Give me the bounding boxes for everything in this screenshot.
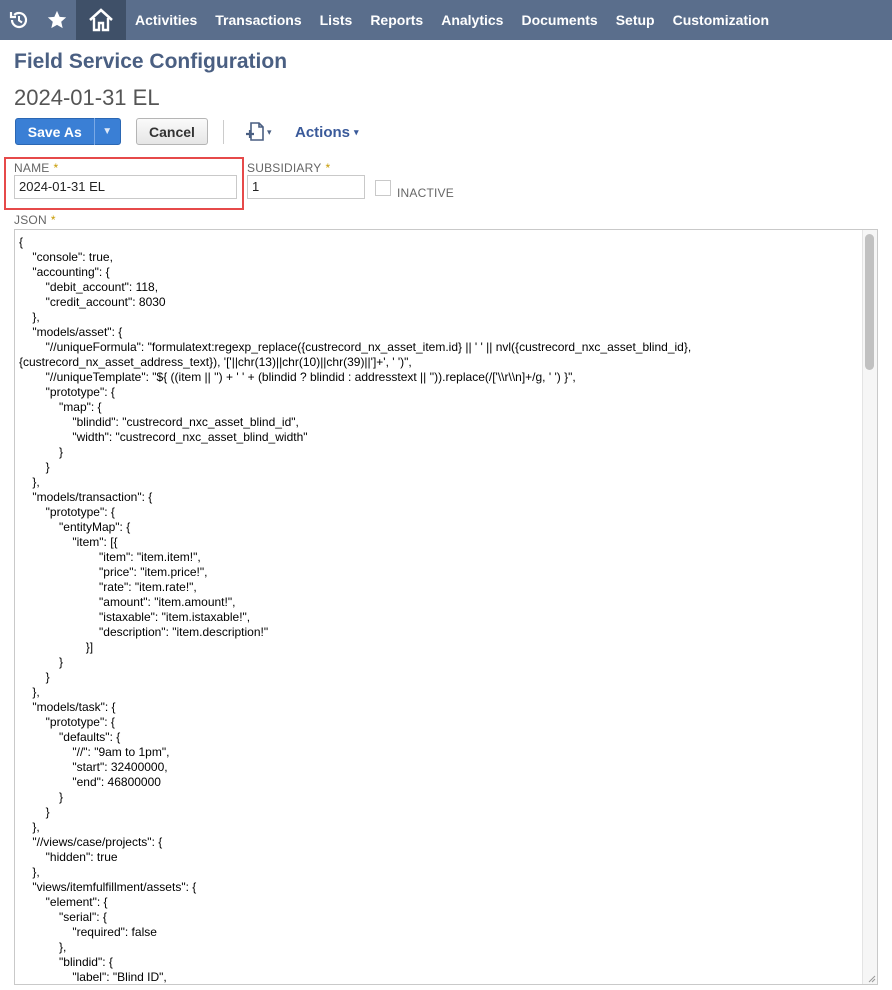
required-marker: *	[50, 213, 56, 227]
inactive-label: INACTIVE	[397, 186, 454, 200]
nav-documents[interactable]: Documents	[521, 12, 598, 28]
new-record-menu[interactable]	[245, 121, 272, 143]
chevron-down-icon: ▾	[267, 126, 272, 137]
subsidiary-field-label	[247, 161, 330, 175]
page-title: Field Service Configuration	[14, 50, 288, 73]
name-field-highlight	[4, 157, 244, 210]
scroll-thumb[interactable]	[865, 234, 874, 370]
nav-activities[interactable]: Activities	[135, 12, 198, 28]
nav-reports[interactable]: Reports	[370, 12, 424, 28]
save-as-label: Save As	[27, 123, 82, 140]
actions-label: Actions	[295, 124, 351, 141]
nav-transactions[interactable]: Transactions	[215, 12, 302, 28]
record-title: 2024-01-31 EL	[14, 85, 160, 110]
nav-customization[interactable]: Customization	[672, 12, 770, 28]
required-marker: *	[325, 161, 331, 175]
name-label-text: NAME	[14, 161, 50, 175]
nav-lists[interactable]: Lists	[319, 12, 353, 28]
new-document-icon	[245, 121, 267, 143]
json-content: { "console": true, "accounting": { "debit_account": 118, "credit_account": 8030 }, "models/asset": { "//uniqueFormula": "formulatext:regexp_replace({custrecord_nx_asset_item.id} || ' ' || nvl({custrecord_nxc_asset_blind_id}, {custrecord_nx_asset_address_text}), '['||chr(13)||chr(10)||chr(39)||']+', ' ')", "//uniqueTemplate": "${ ((item || '') + ' ' + (blindid ? blindid : addresstext || '')).replace(/['\\r\\n]+/g, ' ') }", "prototype": { "map": { "blindid": "custrecord_nxc_asset_blind_id", "width": "custrecord_nxc_asset_blind_width" } } }, "models/transaction": { "prototype": { "entityMap": { "item": [{ "item": "item.item!", "price": "item.price!", "rate": "item.rate!", "amount": "item.amount!", "istaxable": "item.istaxable!", "description": "item.description!" }] } } }, "models/task": { "prototype": { "defaults": { "//": "9am to 1pm", "start": 32400000, "end": 46800000 } } }, "//views/case/projects": { "hidden": true }, "views/itemfulfillment/assets": { "element": { "serial": { "required": false }, "blindid": { "label": "Blind ID",	[19, 235, 692, 984]
resize-handle-icon[interactable]	[866, 973, 876, 983]
subsidiary-input[interactable]: 1	[247, 175, 365, 199]
nav-analytics[interactable]: Analytics	[441, 12, 504, 28]
vertical-scrollbar[interactable]	[862, 230, 877, 984]
star-icon[interactable]	[38, 0, 76, 40]
save-as-dropdown-icon[interactable]: ▼	[102, 126, 113, 137]
top-navigation-bar	[0, 0, 892, 40]
home-icon[interactable]	[76, 0, 126, 40]
required-marker: *	[53, 161, 59, 175]
inactive-checkbox[interactable]	[375, 180, 391, 196]
json-label-text: JSON	[14, 213, 47, 227]
nav-setup[interactable]: Setup	[615, 12, 655, 28]
json-textarea[interactable]	[14, 229, 878, 985]
toolbar	[15, 118, 715, 146]
json-field-label	[14, 213, 56, 227]
recent-icon[interactable]	[0, 0, 38, 40]
save-as-button[interactable]	[15, 118, 121, 145]
name-input[interactable]: 2024-01-31 EL	[14, 175, 237, 199]
chevron-down-icon: ▾	[354, 127, 359, 137]
subsidiary-label-text: SUBSIDIARY	[247, 161, 322, 175]
actions-menu[interactable]	[295, 124, 359, 141]
toolbar-separator	[223, 120, 224, 144]
cancel-button[interactable]: Cancel	[136, 118, 208, 145]
